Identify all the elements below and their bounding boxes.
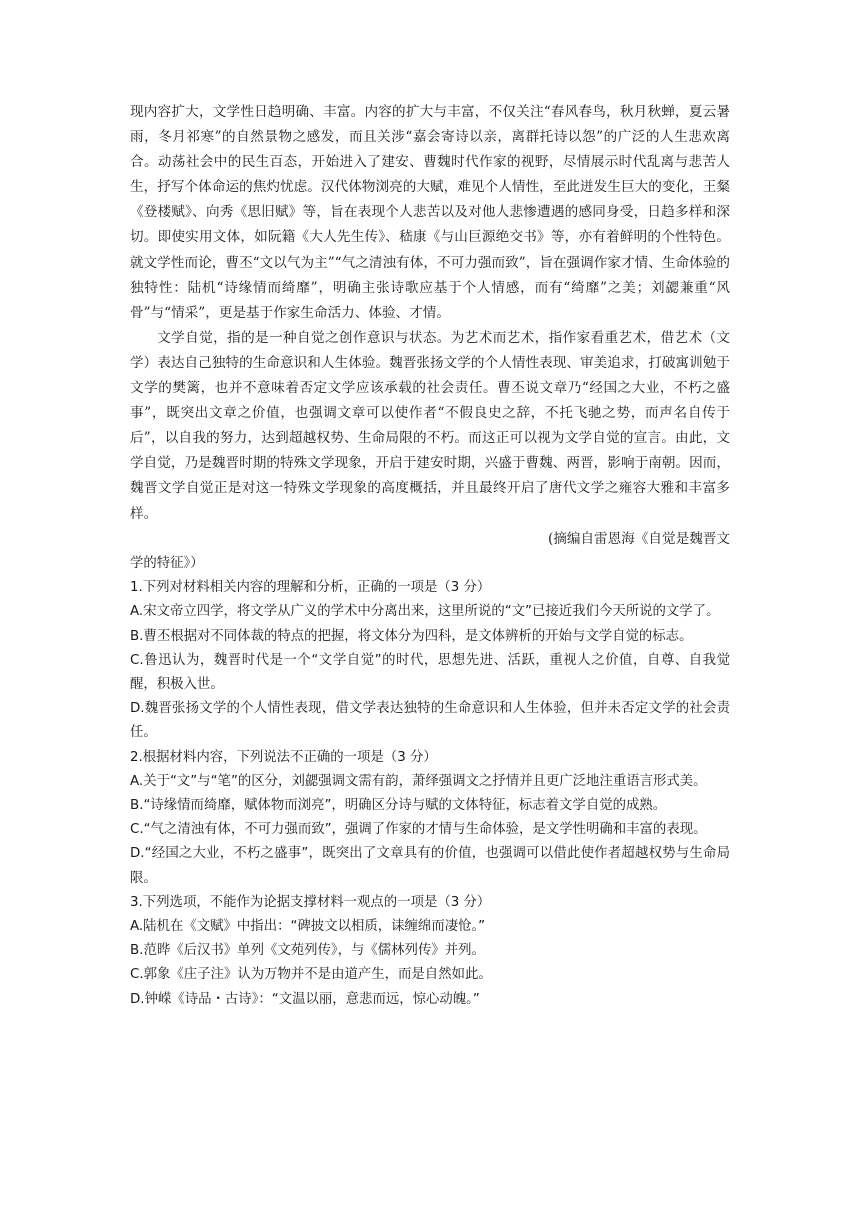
- question-3-option-b: B.范晔《后汉书》单列《文苑列传》，与《儒林列传》并列。: [130, 943, 485, 959]
- question-section: [130, 552, 730, 1012]
- question-1-option-c: C.鲁迅认为，魏晋时代是一个“文学自觉”的时代，思想先进、活跃，重视人之价值，自尊、自我觉醒，积极入世。: [130, 652, 730, 693]
- passage-source-tail: 学的特征》）: [130, 556, 204, 571]
- question-3-option-c: C.郭象《庄子注》认为万物并不是由道产生，而是自然如此。: [130, 967, 492, 983]
- question-2-stem: 2.根据材料内容，下列说法不正确的一项是（3 分）: [130, 749, 437, 765]
- question-2-option-d: D.“经国之大业，不朽之盛事”，既突出了文章具有的价值，也强调可以借此使作者超越权势与生命局限。: [130, 846, 730, 886]
- reading-passage: [130, 100, 730, 552]
- passage-source-line: (摘编自雷恩海《自觉是魏晋文: [547, 530, 730, 547]
- question-2-option-c: C.“气之清浊有体，不可力强而致”，强调了作家的才情与生命体验，是文学性明确和丰富的表现。: [130, 822, 707, 838]
- question-3-option-d: D.钟嵘《诗品・古诗》：“文温以丽，意悲而远，惊心动魄。”: [130, 991, 480, 1007]
- question-3-option-a: A.陆机在《文赋》中指出：“碑披文以相质，诔缠绵而凄怆。”: [130, 919, 486, 935]
- question-1-option-d: D.魏晋张扬文学的个人情性表现，借文学表达独特的生命意识和人生体验，但并未否定文学的社会责任。: [130, 701, 730, 741]
- question-1-option-b: B.曹丕根据对不同体裁的特点的把握，将文体分为四科，是文体辨析的开始与文学自觉的标志。: [130, 628, 693, 644]
- passage-paragraph-1: 现内容扩大，文学性日趋明确、丰富。内容的扩大与丰富，不仅关注“春风春鸟，秋月秋蝉，夏云暑雨，冬月祁寒”的自然景物之感发，而且关涉“嘉会寄诗以亲，离群托诗以怨”的广泛的人生悲欢离合。动荡社会中的民生百态，开始进入了建安、曹魏时代作家的视野，尽情展示时代乱离与悲苦人生，抒写个体命运的焦灼忧虑。汉代体物浏亮的大赋，难见个人情性，至此迸发生巨大的变化，王粲《登楼赋》、向秀《思旧赋》等，旨在表现个人悲苦以及对他人悲惨遭遇的感同身受，日趋多样和深切。即使实用文体，如阮籍《大人先生传》、嵇康《与山巨源绝交书》等，亦有着鲜明的个性特色。就文学性而论，曹丕“文以气为主”“气之清浊有体，不可力强而致”，旨在强调作家才情、生命体验的独特性：陆机“诗缘情而绮靡”，明确主张诗歌应基于个人情感，而有“绮靡”之美；刘勰兼重“风骨”与“情采”，更是基于作家生命活力、体验、才情。: [130, 104, 730, 321]
- question-1-stem: 1.下列对材料相关内容的理解和分析，正确的一项是（3 分）: [130, 580, 491, 596]
- passage-paragraph-2: 文学自觉，指的是一种自觉之创作意识与状态。为艺术而艺术，指作家看重艺术，借艺术（文学）表达自己独特的生命意识和人生体验。魏晋张扬文学的个人情性表现、审美追求，打破寓训勉于文学的樊篱，也并不意味着否定文学应该承载的社会责任。曹丕说文章乃“经国之大业，不朽之盛事”，既突出文章之价值，也强调文章可以使作者“不假良史之辞，不托飞驰之势，而声名自传于后”，以自我的努力，达到超越权势、生命局限的不朽。而这正可以视为文学自觉的宣言。由此，文学自觉，乃是魏晋时期的特殊文学现象，开启于建安时期，兴盛于曹魏、两晋，影响于南朝。因而，魏晋文学自觉正是对这一特殊文学现象的高度概括，并且最终开启了唐代文学之雍容大雅和丰富多样。: [130, 329, 730, 522]
- question-3-stem: 3.下列选项，不能作为论据支撑材料一观点的一项是（3 分）: [130, 894, 491, 910]
- question-2-option-b: B.“诗缘情而绮靡，赋体物而浏亮”，明确区分诗与赋的文体特征，标志着文学自觉的成熟。: [130, 798, 667, 814]
- question-2-option-a: A.关于“文”与“笔”的区分，刘勰强调文需有韵，萧绎强调文之抒情并且更广泛地注重语言形式美。: [130, 773, 707, 789]
- question-1-option-a: A.宋文帝立四学，将文学从广义的学术中分离出来，这里所说的“文”已接近我们今天所说的文学了。: [130, 604, 720, 620]
